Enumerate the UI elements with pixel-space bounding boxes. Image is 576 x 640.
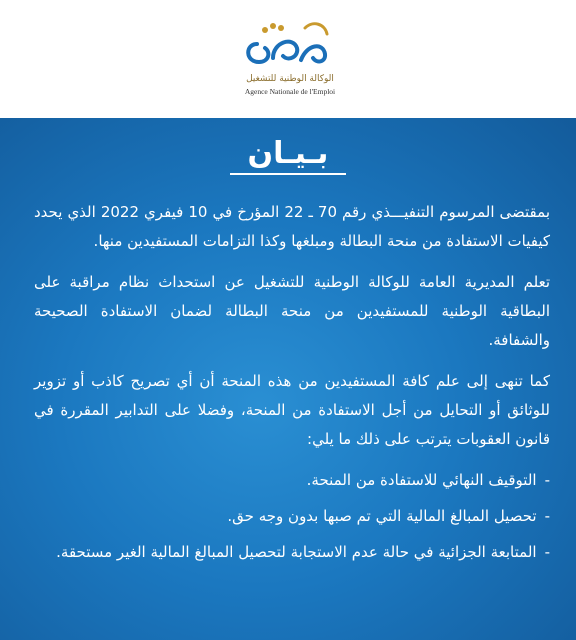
statement-title: بـيـان [230,136,347,175]
title-wrapper [0,136,576,175]
list-item-text: المتابعة الجزائية في حالة عدم الاستجابة لتحصيل المبالغ المالية الغير مستحقة. [56,543,537,561]
list-item-text: تحصيل المبالغ المالية التي تم صبها بدون وجه حق. [227,507,537,525]
list-item [34,466,550,494]
paragraph-decree: بمقتضى المرسوم التنفيـــذي رقم 70 ـ 22 المؤرخ في 10 فيفري 2022 الذي يحدد كيفيات الاستفادة من منحة البطالة ومبلغها وكذا التزامات المستفيدين منها. [34,203,550,250]
dash-icon: - [544,471,550,489]
list-item-text: التوقيف النهائي للاستفادة من المنحة. [306,471,537,489]
statement-panel [0,118,576,640]
paragraph-warning: كما تنهى إلى علم كافة المستفيدين من هذه المنحة أن أي تصريح كاذب أو تزوير للوثائق أو التحايل من أجل الاستفادة من المنحة، وفضلا على التدابير المقررة في قانون العقوبات يترتب على ذلك ما يلي: [34,372,550,448]
logo-text-french: Agence Nationale de l'Emploi [244,87,336,96]
statement-body [34,198,550,574]
logo-mark-icon [235,14,345,74]
dash-icon: - [544,507,550,525]
logo-text-arabic: الوكالة الوطنية للتشغيل [246,74,334,84]
paragraph-monitoring: تعلم المديرية العامة للوكالة الوطنية للتشغيل عن استحداث نظام مراقبة على البطاقية الوطنية للمستفيدين من منحة البطالة لضمان الاستفادة الصحيحة والشفافة. [34,273,550,349]
dash-icon: - [544,543,550,561]
list-item [34,538,550,566]
header [0,0,576,118]
list-item [34,502,550,530]
agency-logo [235,14,345,104]
sanctions-list [34,466,550,566]
